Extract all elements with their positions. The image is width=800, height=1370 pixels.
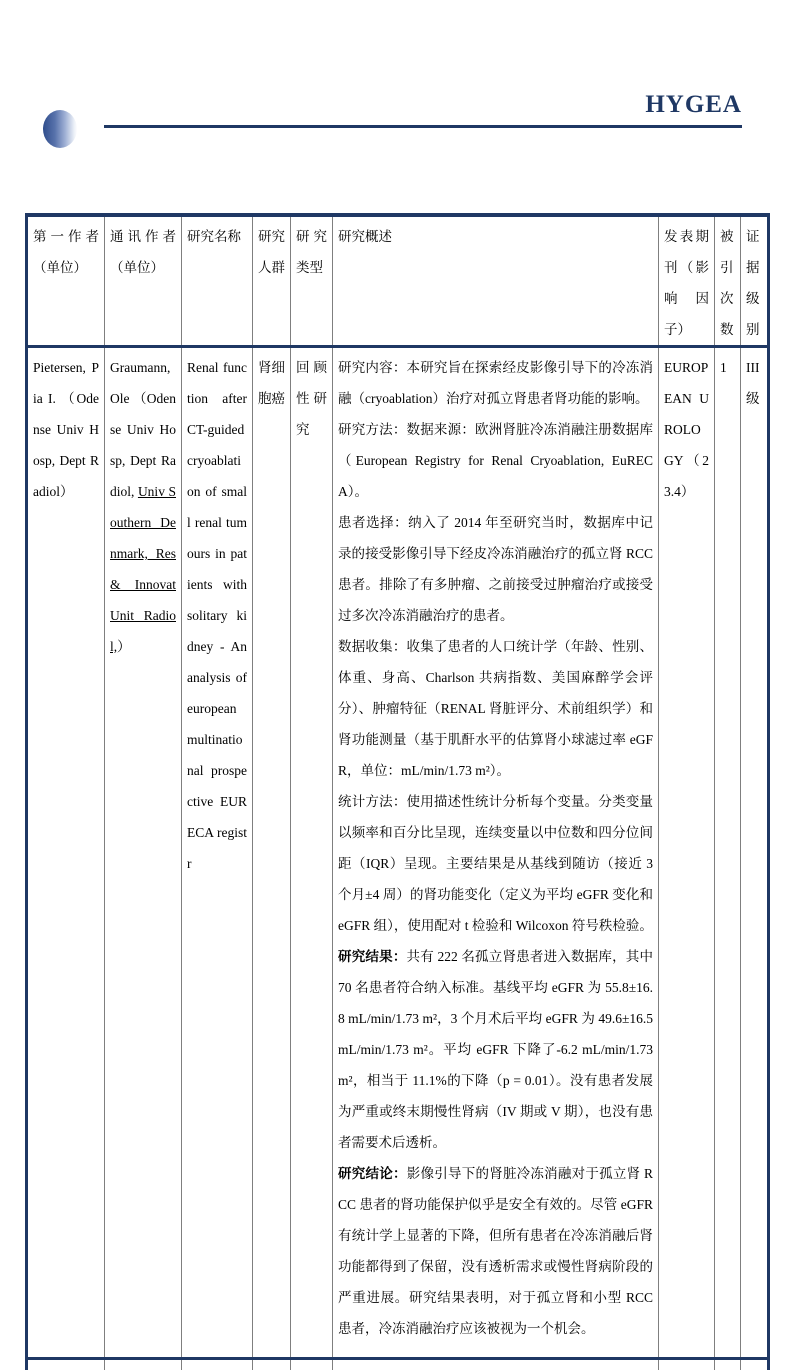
col-header-overview: 研究概述	[333, 215, 659, 347]
col-header-journal: 发表期刊（影响因子）	[659, 215, 715, 347]
overview-paragraph: 统计方法：使用描述性统计分析每个变量。分类变量以频率和百分比呈现，连续变量以中位数和四分位间距（IQR）呈现。主要结果是从基线到随访（接近 3 个月±4 周）的肾功能变化（定义为平均 eGFR 变化和 eGFR 组），使用配对 t 检验和 Wilcoxon 符号秩检验。	[338, 794, 653, 933]
col-header-corresponding-author: 通讯作者（单位）	[105, 215, 182, 347]
cell-population: 肾细胞癌	[253, 347, 291, 1359]
overview-paragraph: 研究方法：数据来源：欧洲肾脏冷冻消融注册数据库（European Registry for Renal Cryoablation, EuRECA）。	[338, 422, 653, 499]
cell-journal: EUROPEAN UROLOGY（23.4）	[659, 347, 715, 1359]
overview-paragraph: 研究内容：本研究旨在探索经皮影像引导下的冷冻消融（cryoablation）治疗对孤立肾患者肾功能的影响。	[338, 360, 653, 406]
col-header-first-author: 第一作者（单位）	[27, 215, 105, 347]
cell-corresponding-author	[105, 347, 182, 1359]
col-header-study-name: 研究名称	[182, 215, 253, 347]
table-header-row	[27, 215, 769, 347]
col-header-study-type: 研究类型	[291, 215, 333, 347]
cell-evidence-level: III 级	[741, 347, 769, 1359]
cell-study-name: Renal function after CT-guided cryoablation of small renal tumours in patients with solitary kidney - An analysis of european multinational prospective EURECA registr	[182, 347, 253, 1359]
corresponding-author-plain: Graumann, Ole （Odense Univ Hosp, Dept Radiol,	[110, 360, 176, 499]
cell-study-type: 回顾性研究	[291, 347, 333, 1359]
cell-first-author: Pietersen, Pia I. （Odense Univ Hosp, Dept Radiol）	[27, 347, 105, 1359]
col-header-citations: 被引次数	[715, 215, 741, 347]
table-row	[27, 347, 769, 1359]
corresponding-author-close: ）	[117, 639, 131, 654]
brand-logo-text: HYGEA	[645, 91, 742, 118]
overview-paragraph: 数据收集：收集了患者的人口统计学（年龄、性别、体重、身高、Charlson 共病指数、美国麻醉学会评分）、肿瘤特征（RENAL 肾脏评分、术前组织学）和肾功能测量（基于肌酐水平的估算肾小球滤过率 eGFR，单位：mL/min/1.73 m²）。	[338, 639, 653, 778]
col-header-population: 研究人群	[253, 215, 291, 347]
literature-review-table	[25, 213, 770, 1370]
overview-paragraph: 研究结论：影像引导下的肾脏冷冻消融对于孤立肾 RCC 患者的肾功能保护似乎是安全有效的。尽管 eGFR 有统计学上显著的下降，但所有患者在冷冻消融后肾功能都得到了保留，没有透析需求或慢性肾病阶段的严重进展。研究结果表明，对于孤立肾和小型 RCC 患者，冷冻消融治疗应该被视为一个机会。	[338, 1166, 654, 1336]
corresponding-author-underlined: Univ Southern Denmark, Res & Innovat Unit Radiol,	[110, 484, 176, 654]
header-divider-line	[104, 125, 742, 128]
gradient-sphere-logo-icon	[43, 110, 77, 148]
overview-paragraph: 患者选择：纳入了 2014 年至研究当时，数据库中记录的接受影像引导下经皮冷冻消融治疗的孤立肾 RCC 患者。排除了有多肿瘤、之前接受过肿瘤治疗或接受过多次冷冻消融治疗的患者。	[338, 515, 653, 623]
cell-citations: 1	[715, 347, 741, 1359]
cell-overview	[333, 347, 659, 1359]
col-header-evidence-level: 证据级别	[741, 215, 769, 347]
overview-paragraph: 研究结果：共有 222 名孤立肾患者进入数据库，其中 70 名患者符合纳入标准。基线平均 eGFR 为 55.8±16.8 mL/min/1.73 m²，3 个月术后平均 eGFR 为 49.6±16.5 mL/min/1.73 m²。平均 eGFR 下降了-6.2 mL/min/1.73 m²，相当于 11.1%的下降（p = 0.01）。没有患者发展为严重或终末期慢性肾病（IV 期或 V 期），也没有患者需要术后透析。	[338, 949, 654, 1150]
table-row-partial	[27, 1359, 769, 1370]
